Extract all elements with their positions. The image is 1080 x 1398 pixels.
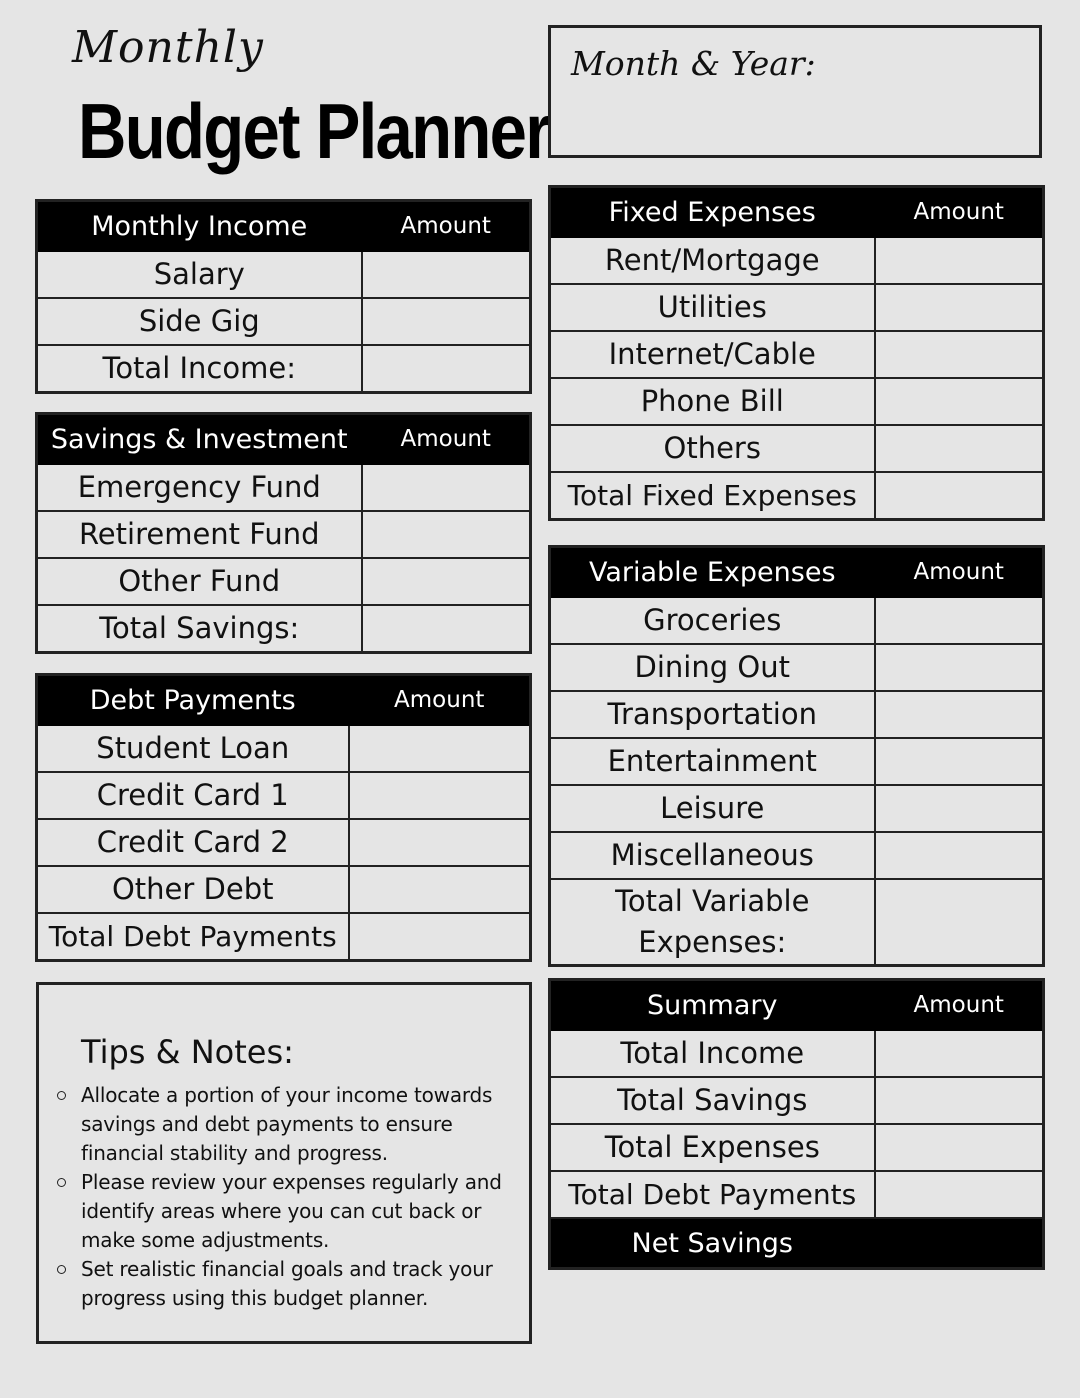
debt-amount-heading: Amount xyxy=(349,675,531,726)
bullet-circle-icon xyxy=(57,1091,66,1100)
savings-table xyxy=(35,412,532,654)
income-table xyxy=(35,199,532,394)
table-row xyxy=(37,464,531,511)
income-heading: Monthly Income xyxy=(37,201,362,252)
row-label: Total Savings xyxy=(550,1077,875,1124)
amount-cell[interactable] xyxy=(349,913,531,961)
amount-cell[interactable] xyxy=(875,331,1044,378)
amount-cell[interactable] xyxy=(362,511,531,558)
income-amount-heading: Amount xyxy=(362,201,531,252)
summary-header-row xyxy=(550,980,1044,1031)
list-item xyxy=(57,1168,529,1255)
table-row xyxy=(37,558,531,605)
debt-header-row xyxy=(37,675,531,726)
row-label: Total Debt Payments xyxy=(37,913,349,961)
table-row xyxy=(550,284,1044,331)
row-label: Utilities xyxy=(550,284,875,331)
tip-text: Set realistic financial goals and track your progress using this budget planner. xyxy=(81,1257,493,1310)
amount-cell[interactable] xyxy=(875,879,1044,966)
row-label: Total Fixed Expenses xyxy=(550,472,875,520)
variable-expenses-table xyxy=(548,545,1045,967)
row-label: Credit Card 1 xyxy=(37,772,349,819)
table-row xyxy=(550,1124,1044,1171)
row-label: Other Debt xyxy=(37,866,349,913)
row-label: Total Debt Payments xyxy=(550,1171,875,1218)
amount-cell[interactable] xyxy=(875,1077,1044,1124)
row-label: Retirement Fund xyxy=(37,511,362,558)
row-label: Dining Out xyxy=(550,644,875,691)
amount-cell[interactable] xyxy=(349,725,531,772)
table-row xyxy=(550,331,1044,378)
amount-cell[interactable] xyxy=(875,832,1044,879)
table-row xyxy=(37,511,531,558)
row-label: Total Expenses xyxy=(550,1124,875,1171)
amount-cell[interactable] xyxy=(362,605,531,653)
subtitle-monthly: Monthly xyxy=(72,22,264,73)
table-row xyxy=(550,237,1044,284)
amount-cell[interactable] xyxy=(349,819,531,866)
row-label: Salary xyxy=(37,251,362,298)
variable-header-row xyxy=(550,547,1044,598)
fixed-amount-heading: Amount xyxy=(875,187,1044,238)
list-item xyxy=(57,1255,529,1313)
table-row xyxy=(550,832,1044,879)
amount-cell[interactable] xyxy=(349,772,531,819)
row-label: Total Variable Expenses: xyxy=(550,879,875,966)
amount-cell[interactable] xyxy=(875,237,1044,284)
table-row xyxy=(550,879,1044,966)
table-row xyxy=(550,1077,1044,1124)
row-label: Total Income xyxy=(550,1030,875,1077)
net-savings-row xyxy=(550,1218,1044,1269)
bullet-circle-icon xyxy=(57,1265,66,1274)
amount-cell[interactable] xyxy=(362,251,531,298)
summary-amount-heading: Amount xyxy=(875,980,1044,1031)
table-row xyxy=(550,738,1044,785)
fixed-expenses-table xyxy=(548,185,1045,521)
table-row xyxy=(550,644,1044,691)
table-row xyxy=(550,425,1044,472)
row-label: Student Loan xyxy=(37,725,349,772)
table-row xyxy=(37,913,531,961)
table-row xyxy=(37,819,531,866)
table-row xyxy=(37,866,531,913)
tips-notes-box xyxy=(36,982,532,1344)
summary-heading: Summary xyxy=(550,980,875,1031)
list-item xyxy=(57,1081,529,1168)
table-row xyxy=(550,597,1044,644)
tips-list xyxy=(57,1081,529,1313)
month-year-box[interactable] xyxy=(548,25,1042,158)
amount-cell[interactable] xyxy=(875,472,1044,520)
amount-cell[interactable] xyxy=(362,298,531,345)
table-row xyxy=(550,472,1044,520)
row-label: Side Gig xyxy=(37,298,362,345)
summary-table xyxy=(548,978,1045,1270)
amount-cell[interactable] xyxy=(875,284,1044,331)
amount-cell[interactable] xyxy=(875,738,1044,785)
amount-cell[interactable] xyxy=(875,644,1044,691)
tip-text: Please review your expenses regularly and identify areas where you can cut back or make some adjustments. xyxy=(81,1170,502,1252)
amount-cell[interactable] xyxy=(875,1030,1044,1077)
row-label: Rent/Mortgage xyxy=(550,237,875,284)
amount-cell[interactable] xyxy=(362,464,531,511)
table-row xyxy=(550,1030,1044,1077)
table-row xyxy=(37,298,531,345)
table-row xyxy=(550,691,1044,738)
amount-cell[interactable] xyxy=(362,558,531,605)
row-label: Internet/Cable xyxy=(550,331,875,378)
amount-cell[interactable] xyxy=(875,425,1044,472)
table-row xyxy=(37,725,531,772)
table-row xyxy=(37,772,531,819)
table-row xyxy=(550,1171,1044,1218)
tip-text: Allocate a portion of your income towards savings and debt payments to ensure financial stability and progress. xyxy=(81,1083,493,1165)
month-year-label: Month & Year: xyxy=(571,44,816,83)
row-label: Other Fund xyxy=(37,558,362,605)
row-label: Others xyxy=(550,425,875,472)
row-label: Entertainment xyxy=(550,738,875,785)
variable-heading: Variable Expenses xyxy=(550,547,875,598)
amount-cell[interactable] xyxy=(875,1171,1044,1218)
savings-amount-heading: Amount xyxy=(362,414,531,465)
variable-amount-heading: Amount xyxy=(875,547,1044,598)
amount-cell[interactable] xyxy=(875,1124,1044,1171)
tips-title: Tips & Notes: xyxy=(81,1033,294,1071)
amount-cell[interactable] xyxy=(875,378,1044,425)
bullet-circle-icon xyxy=(57,1178,66,1187)
row-label: Miscellaneous xyxy=(550,832,875,879)
fixed-heading: Fixed Expenses xyxy=(550,187,875,238)
row-label: Transportation xyxy=(550,691,875,738)
table-row xyxy=(550,378,1044,425)
amount-cell[interactable] xyxy=(362,345,531,393)
table-row xyxy=(37,251,531,298)
page-title: Budget Planner xyxy=(78,87,550,175)
amount-cell[interactable] xyxy=(349,866,531,913)
row-label: Total Income: xyxy=(37,345,362,393)
savings-header-row xyxy=(37,414,531,465)
table-row xyxy=(550,785,1044,832)
savings-heading: Savings & Investment xyxy=(37,414,362,465)
income-header-row xyxy=(37,201,531,252)
row-label: Emergency Fund xyxy=(37,464,362,511)
fixed-header-row xyxy=(550,187,1044,238)
row-label: Groceries xyxy=(550,597,875,644)
table-row xyxy=(37,605,531,653)
amount-cell[interactable] xyxy=(875,691,1044,738)
debt-heading: Debt Payments xyxy=(37,675,349,726)
net-savings-amount[interactable] xyxy=(875,1218,1044,1269)
net-savings-label: Net Savings xyxy=(550,1218,875,1269)
row-label: Phone Bill xyxy=(550,378,875,425)
table-row xyxy=(37,345,531,393)
amount-cell[interactable] xyxy=(875,597,1044,644)
row-label: Credit Card 2 xyxy=(37,819,349,866)
row-label: Leisure xyxy=(550,785,875,832)
debt-table xyxy=(35,673,532,962)
amount-cell[interactable] xyxy=(875,785,1044,832)
row-label: Total Savings: xyxy=(37,605,362,653)
